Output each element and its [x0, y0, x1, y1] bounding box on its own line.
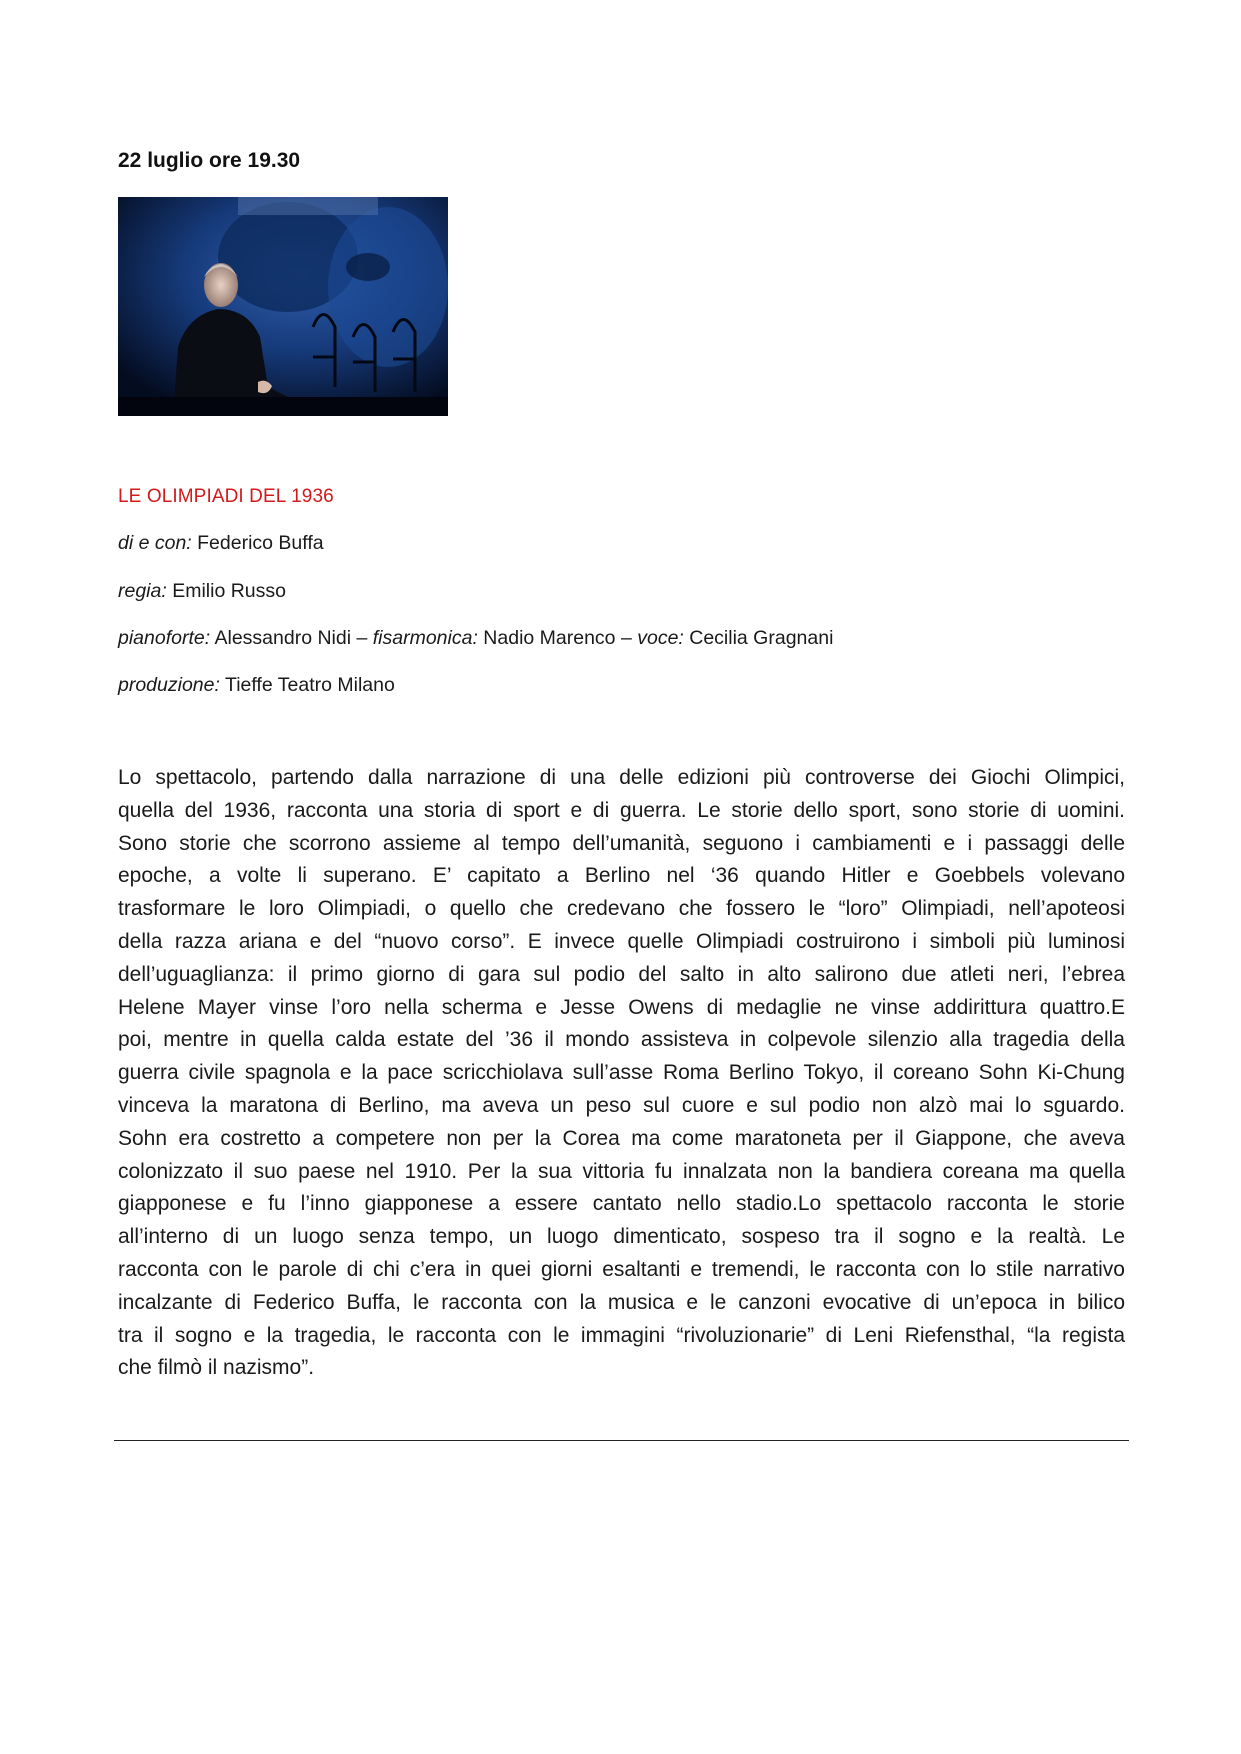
paragraph-line: colonizzato il suo paese nel 1910. Per la sua vittoria fu innalzata non la bandiera coreana ma quella [118, 1159, 1125, 1183]
paragraph-line: Sohn era costretto a competere non per la Corea ma come maratoneta per il Giappone, che aveva [118, 1126, 1125, 1150]
paragraph-line: guerra civile spagnola e la pace scricchiolava sull’asse Roma Berlino Tokyo, il coreano Sohn Ki-Chung [118, 1061, 1125, 1085]
credit-name: Cecilia Gragnani [689, 627, 834, 649]
paragraph-line: giapponese e fu l’inno giapponese a essere cantato nello stadio.Lo spettacolo racconta le storie [118, 1192, 1125, 1216]
paragraph-line: epoche, a volte li superano. E’ capitato a Berlino nel ‘36 quando Hitler e Goebbels volevano [118, 864, 1125, 888]
paragraph-line: Helene Mayer vinse l’oro nella scherma e Jesse Owens di medaglie ne vinse addirittura quattro.E [118, 995, 1125, 1019]
credit-director [118, 580, 286, 603]
credit-role: produzione: [118, 674, 220, 696]
show-title: LE OLIMPIADI DEL 1936 [118, 486, 334, 507]
paragraph-line: trasformare le loro Olimpiadi, o quello che credevano che fossero le “loro” Olimpiadi, nell’apoteosi [118, 897, 1125, 921]
date-heading: 22 luglio ore 19.30 [118, 149, 301, 172]
credit-name: Alessandro Nidi – [214, 627, 373, 649]
paragraph-line: che filmò il nazismo”. [118, 1356, 315, 1380]
credit-name: Nadio Marenco – [483, 627, 638, 649]
stage-photo [118, 197, 448, 416]
paragraph-line: incalzante di Federico Buffa, le racconta con la musica e le canzoni evocative di un’epoca in bilico [118, 1290, 1125, 1314]
paragraph-line: tra il sogno e la tragedia, le racconta con le immagini “rivoluzionarie” di Leni Riefensthal, “la regista [118, 1323, 1125, 1347]
description-paragraph [118, 762, 1125, 1385]
credit-musicians [118, 627, 833, 650]
paragraph-line: all’interno di un luogo senza tempo, un luogo dimenticato, sospeso tra il sogno e la realtà. Le [118, 1225, 1125, 1249]
credit-author [118, 532, 324, 555]
paragraph-line: dell’uguaglianza: il primo giorno di gara sul podio del salto in alto salirono due atleti neri, l’ebrea [118, 962, 1125, 986]
paragraph-line: racconta con le parole di chi c’era in quei giorni esaltanti e tremendi, le racconta con lo stile narrativo [118, 1257, 1125, 1281]
horizontal-divider [114, 1440, 1129, 1441]
credit-role: fisarmonica: [372, 627, 478, 649]
credit-name: Tieffe Teatro Milano [225, 674, 395, 696]
paragraph-line: Sono storie che scorrono assieme al tempo dell’umanità, seguono i cambiamenti e i passaggi delle [118, 831, 1125, 855]
paragraph-line: quella del 1936, racconta una storia di sport e di guerra. Le storie dello sport, sono storie di uomini. [118, 798, 1125, 822]
credit-production [118, 674, 395, 697]
credit-name: Emilio Russo [172, 580, 286, 602]
credit-role: regia: [118, 580, 167, 602]
paragraph-line: Lo spettacolo, partendo dalla narrazione di una delle edizioni più controverse dei Giochi Olimpici, [118, 766, 1125, 789]
paragraph-line: vinceva la maratona di Berlino, ma aveva un peso sul cuore e sul podio non alzò mai lo sguardo. [118, 1093, 1125, 1117]
credit-name: Federico Buffa [197, 532, 324, 554]
paragraph-line: della razza ariana e del “nuovo corso”. E invece quelle Olimpiadi costruirono i simboli più luminosi [118, 929, 1125, 953]
credit-role: voce: [637, 627, 684, 649]
credit-role: pianoforte: [118, 627, 211, 649]
credit-role: di e con: [118, 532, 192, 554]
paragraph-line: poi, mentre in quella calda estate del ’36 il mondo assisteva in colpevole silenzio alla tragedia della [118, 1028, 1125, 1052]
